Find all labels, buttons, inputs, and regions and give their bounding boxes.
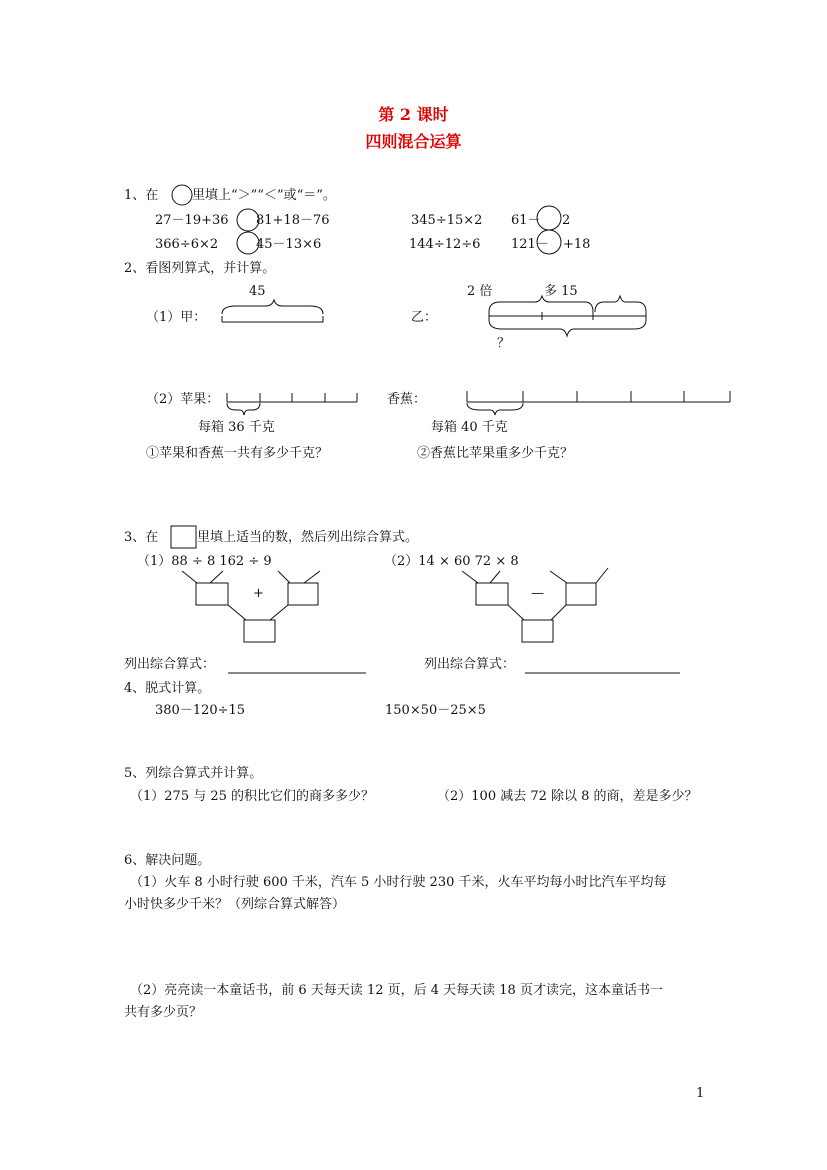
- q3-part2-diagram: [462, 568, 608, 620]
- apple-label: （2）苹果：: [146, 392, 220, 407]
- apple-segment-diagram: [227, 393, 357, 415]
- q5-heading: 5、列综合算式并计算。: [124, 766, 263, 781]
- q6-part-1-line-2: 小时快多少千米？（列综合算式解答）: [124, 897, 346, 912]
- q6-part-2-line-2: 共有多少页？: [124, 1005, 203, 1020]
- q4-expression-2: 150×50－25×5: [385, 703, 486, 718]
- jia-segment-diagram: [222, 300, 323, 322]
- q3-part1-box-1[interactable]: [196, 583, 228, 605]
- instruction-circle-icon: [172, 185, 192, 205]
- q3-part2-box-1[interactable]: [476, 583, 508, 605]
- q2-question-1: ①苹果和香蕉一共有多少千克？: [146, 446, 329, 461]
- yi-question-mark: ？: [497, 336, 511, 351]
- q2-heading: 2、看图列算式，并计算。: [124, 261, 276, 276]
- q2-question-2: ②香蕉比苹果重多少千克？: [417, 446, 574, 461]
- apple-caption: 每箱 36 千克: [198, 420, 275, 435]
- instruction-square-icon: [171, 526, 196, 548]
- q6-part-2-line-1: （2）亮亮读一本童话书，前 6 天每天读 12 页，后 4 天每天读 18 页才读完，这本童话书一: [130, 983, 663, 998]
- page-number: 1: [696, 1086, 705, 1101]
- jia-label: （1）甲：: [146, 310, 207, 325]
- q1-item-3-right: 2: [562, 213, 571, 228]
- q4-expression-1: 380－120÷15: [155, 703, 246, 718]
- q1-item-3-left: 61－: [511, 213, 541, 228]
- q1-item-5-left: 144÷12÷6: [409, 237, 481, 252]
- q3-part1-result-box[interactable]: [244, 620, 275, 642]
- q3-part1-box-2[interactable]: [288, 583, 318, 605]
- q1-item-1-right: 81+18－76: [256, 213, 330, 228]
- banana-caption: 每箱 40 千克: [431, 420, 508, 435]
- q4-heading: 4、脱式计算。: [124, 681, 211, 696]
- q1-suffix: 里填上“＞”“＜”或“＝”。: [192, 188, 336, 203]
- banana-segment-diagram: [467, 391, 730, 415]
- yi-times-label: 2 倍: [467, 284, 493, 299]
- banana-label: 香蕉：: [387, 392, 427, 407]
- yi-label: 乙：: [411, 310, 438, 325]
- q3-part2-expression: （2）14 × 60 72 × 8: [384, 554, 519, 569]
- q1-item-6-left: 121－: [511, 237, 549, 252]
- q3-part2-operator: —: [531, 586, 544, 601]
- q3-part2-box-2[interactable]: [566, 583, 596, 605]
- q3-part2-result-box[interactable]: [522, 620, 553, 642]
- answer-circle-6[interactable]: [537, 230, 561, 254]
- q1-item-1-left: 27－19+36: [155, 213, 229, 228]
- q6-heading: 6、解决问题。: [124, 853, 211, 868]
- q3-suffix: 里填上适当的数，然后列出综合算式。: [197, 530, 419, 545]
- q5-part-2: （2）100 减去 72 除以 8 的商，差是多少？: [437, 789, 698, 804]
- q1-item-6-right: +18: [563, 237, 591, 252]
- yi-segment-diagram: [489, 296, 646, 336]
- lesson-number: 第 2 课时: [378, 105, 449, 124]
- page-title: 四则混合运算: [365, 132, 462, 151]
- yi-more-label: 多 15: [544, 284, 578, 299]
- q1-item-4-right: 45－13×6: [256, 237, 322, 252]
- formula-label-2: 列出综合算式：: [424, 657, 516, 672]
- q3-part1-expression: （1）88 ÷ 8 162 ÷ 9: [137, 554, 272, 569]
- answer-circle-4[interactable]: [237, 232, 259, 254]
- q5-part-1: （1）275 与 25 的积比它们的商多多少？: [130, 789, 375, 804]
- q3-part1-diagram: [182, 571, 320, 620]
- q6-part-1-line-1: （1）火车 8 小时行驶 600 千米，汽车 5 小时行驶 230 千米，火车平均每小时比汽车平均每: [130, 875, 667, 890]
- q1-item-4-left: 366÷6×2: [155, 237, 219, 252]
- q1-prefix: 1、在: [124, 188, 159, 203]
- q3-prefix: 3、在: [124, 530, 159, 545]
- jia-value: 45: [249, 284, 266, 299]
- q3-part1-operator: +: [253, 586, 264, 601]
- q1-item-2-left: 345÷15×2: [411, 213, 483, 228]
- formula-label-1: 列出综合算式：: [124, 657, 216, 672]
- answer-circle-3[interactable]: [537, 206, 561, 230]
- answer-circle-1[interactable]: [237, 209, 259, 231]
